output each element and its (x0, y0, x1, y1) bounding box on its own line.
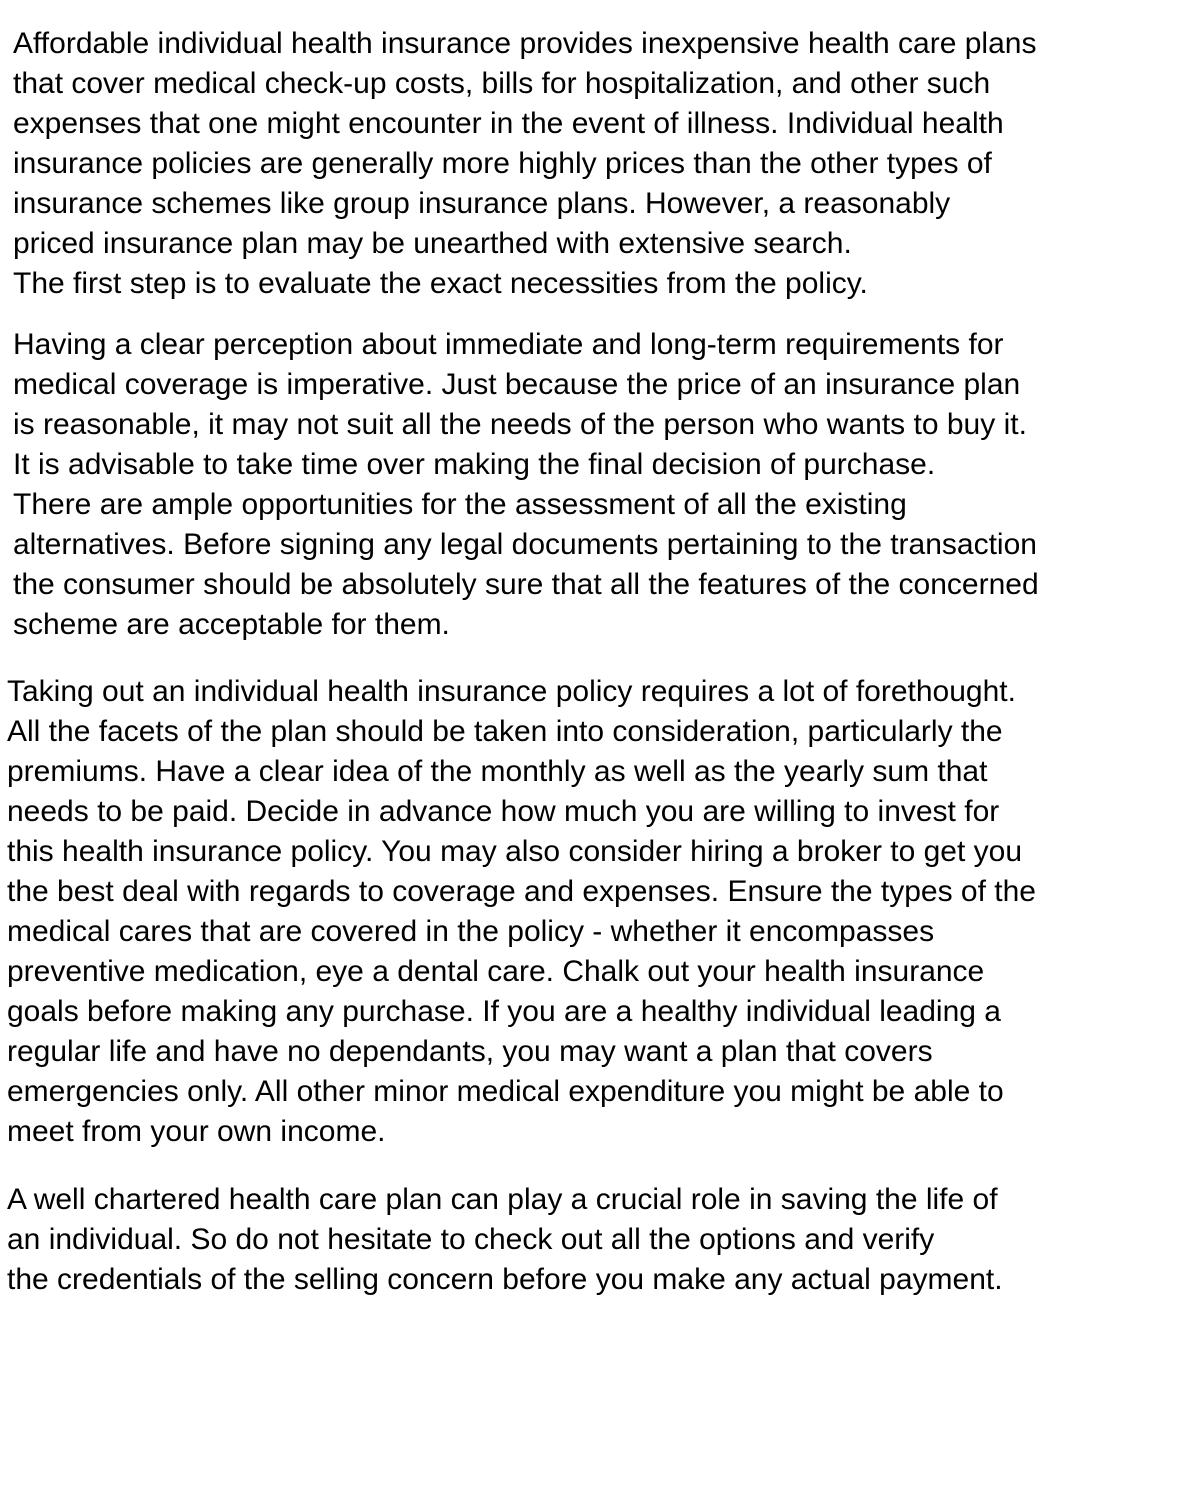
text-line: preventive medication, eye a dental care. Chalk out your health insurance (7, 955, 985, 988)
text-line: It is advisable to take time over making the final decision of purchase. (13, 448, 936, 481)
text-line: There are ample opportunities for the assessment of all the existing (13, 488, 907, 521)
text-line: insurance schemes like group insurance plans. However, a reasonably (13, 187, 951, 220)
text-line: All the facets of the plan should be taken into consideration, particularly the (7, 715, 1003, 748)
text-line: Having a clear perception about immediate and long-term requirements for (13, 328, 1004, 361)
paragraph-3 (7, 672, 1036, 1152)
text-line: regular life and have no dependants, you may want a plan that covers (7, 1035, 933, 1068)
text-line: emergencies only. All other minor medical expenditure you might be able to (7, 1075, 1004, 1108)
text-line: The first step is to evaluate the exact necessities from the policy. (13, 267, 868, 300)
text-line: scheme are acceptable for them. (13, 608, 450, 641)
text-line: premiums. Have a clear idea of the monthly as well as the yearly sum that (7, 755, 988, 788)
text-line: priced insurance plan may be unearthed with extensive search. (13, 227, 852, 260)
text-line: that cover medical check-up costs, bills for hospitalization, and other such (13, 67, 991, 100)
text-line: goals before making any purchase. If you are a healthy individual leading a (7, 995, 1001, 1028)
text-line: medical coverage is imperative. Just because the price of an insurance plan (13, 368, 1021, 401)
text-line: an individual. So do not hesitate to check out all the options and verify (7, 1223, 935, 1256)
text-line: this health insurance policy. You may also consider hiring a broker to get you (7, 835, 1023, 868)
paragraph-4 (7, 1180, 1003, 1300)
text-line: the consumer should be absolutely sure that all the features of the concerned (13, 568, 1039, 601)
text-line: medical cares that are covered in the policy - whether it encompasses (7, 915, 935, 948)
text-line: the credentials of the selling concern before you make any actual payment. (7, 1263, 1003, 1296)
text-line: is reasonable, it may not suit all the needs of the person who wants to buy it. (13, 408, 1027, 441)
text-line: expenses that one might encounter in the event of illness. Individual health (13, 107, 1004, 140)
text-line: A well chartered health care plan can play a crucial role in saving the life of (7, 1183, 998, 1216)
text-line: Taking out an individual health insurance policy requires a lot of forethought. (7, 675, 1016, 708)
text-line: meet from your own income. (7, 1115, 386, 1148)
paragraph-1 (13, 24, 1036, 304)
text-line: Affordable individual health insurance provides inexpensive health care plans (13, 27, 1037, 60)
paragraph-2 (13, 325, 1039, 645)
text-line: the best deal with regards to coverage and expenses. Ensure the types of the (7, 875, 1036, 908)
text-line: insurance policies are generally more highly prices than the other types of (13, 147, 992, 180)
text-line: needs to be paid. Decide in advance how much you are willing to invest for (7, 795, 1000, 828)
text-line: alternatives. Before signing any legal documents pertaining to the transaction (13, 528, 1037, 561)
